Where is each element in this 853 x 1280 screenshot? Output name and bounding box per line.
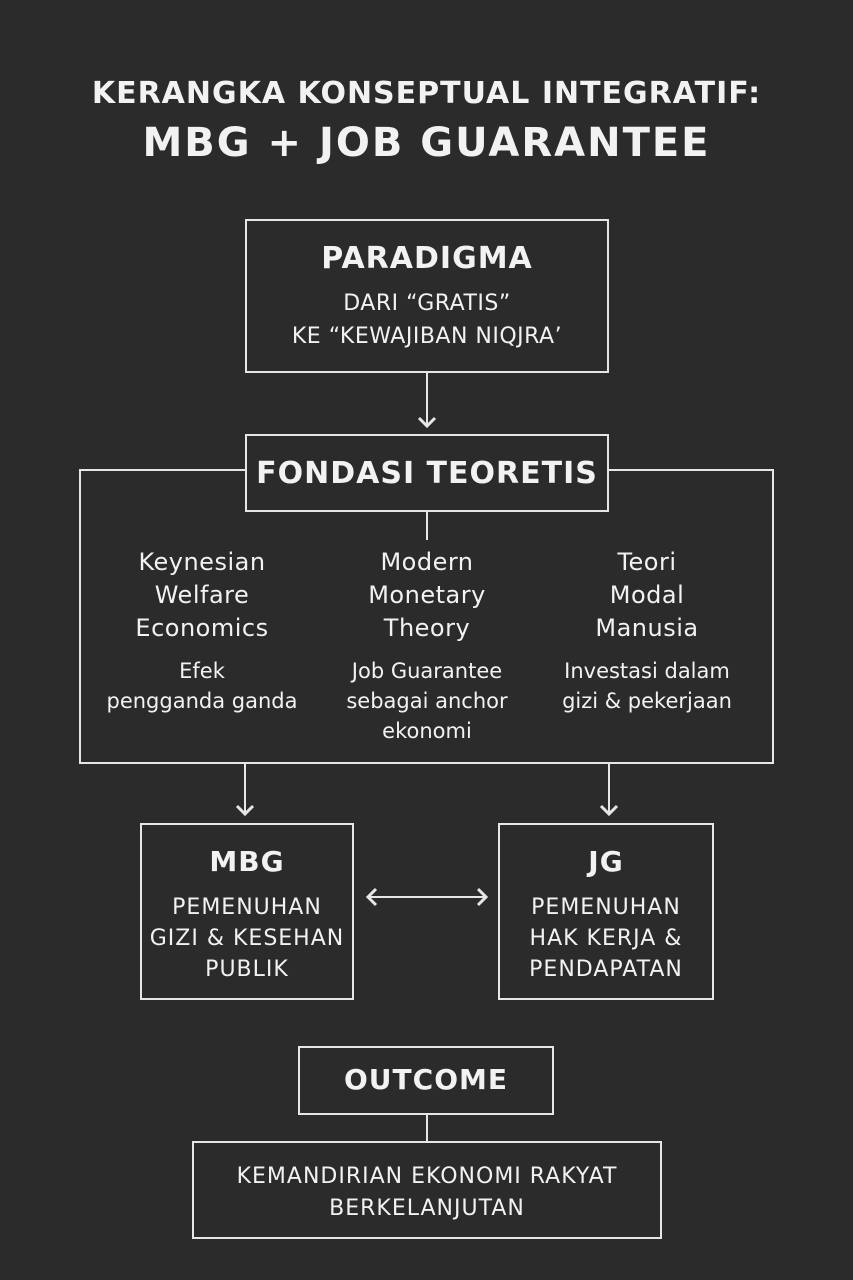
mbg-box [140,823,354,1000]
outcome-box [298,1046,554,1115]
fondasi-heading: FONDASI TEORETIS [256,456,598,491]
page-title-line1: KERANGKA KONSEPTUAL INTEGRATIF: [91,76,762,111]
jg-heading: JG [588,845,624,878]
paradigma-heading: PARADIGMA [321,241,533,276]
column-head-line: Monetary [368,581,486,609]
column-sub-line: Efek [179,659,225,683]
column-sub-line: ekonomi [382,719,472,743]
outcome-result-line: KEMANDIRIAN EKONOMI RAKYAT [236,1164,618,1189]
column-head-line: Theory [383,614,471,642]
jg-line: PEMENUHAN [531,895,681,920]
paradigma-line2: KE “KEWAJIBAN NIQJRA’ [291,324,563,349]
jg-line: HAK KERJA & [529,926,683,951]
outcome-result-line: BERKELANJUTAN [329,1196,525,1221]
jg-line: PENDAPATAN [529,957,683,982]
page-title-line2: MBG + JOB GUARANTEE [142,120,711,166]
column-sub-line: Investasi dalam [564,659,730,683]
column-head-line: Welfare [154,581,250,609]
mbg-heading: MBG [209,845,285,878]
paradigma-line1: DARI “GRATIS” [343,291,511,316]
jg-box [498,823,714,1000]
column-sub-line: Job Guarantee [351,659,503,683]
mbg-line: PEMENUHAN [172,895,322,920]
mbg-line: GIZI & KESEHAN [149,926,345,951]
outcome-result-box [192,1141,662,1239]
column-sub-line: gizi & pekerjaan [562,689,732,713]
column-sub-line: pengganda ganda [106,689,298,713]
column-sub-line: sebagai anchor [346,689,508,713]
column-head-line: Economics [135,614,269,642]
column-head-line: Teori [617,548,677,576]
fondasi-heading-box [245,434,609,512]
column-head-line: Keynesian [138,548,266,576]
column-head-line: Modal [609,581,685,609]
paradigma-box [245,219,609,373]
column-head-line: Modern [380,548,474,576]
column-head-line: Manusia [595,614,699,642]
mbg-line: PUBLIK [205,957,289,982]
outcome-heading: OUTCOME [344,1063,508,1096]
